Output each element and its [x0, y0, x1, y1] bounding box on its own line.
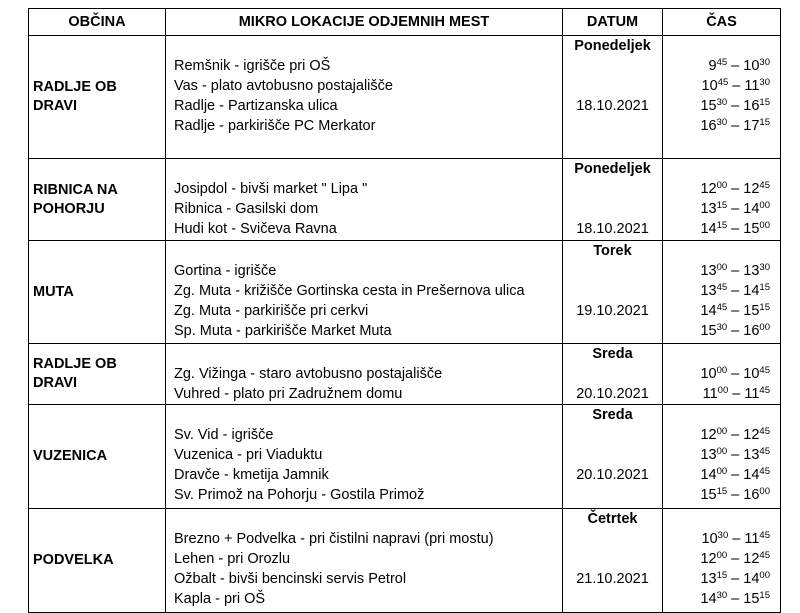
location-item: Radlje - parkirišče PC Merkator	[174, 118, 376, 134]
time-hour: 16	[743, 487, 760, 503]
date-cell	[563, 159, 663, 241]
time-minutes: 45	[717, 77, 729, 88]
time-range: $12^{00} - 12^{45}$	[700, 550, 770, 567]
time-hour: 16	[743, 323, 760, 339]
header-locations: MIKRO LOKACIJE ODJEMNIH MEST	[166, 9, 563, 36]
municipality-name-line: VUZENICA	[33, 448, 108, 464]
time-hour: 10	[743, 366, 760, 382]
spacer	[563, 281, 662, 301]
spacer	[663, 509, 770, 529]
time-minutes: 30	[716, 117, 728, 128]
time-hour: 10	[743, 58, 760, 74]
table-row	[29, 405, 781, 509]
time-minutes: 00	[716, 180, 728, 191]
spacer	[563, 364, 662, 384]
time-hour: 11	[702, 386, 718, 402]
time-minutes: 15	[759, 282, 770, 293]
weekday: Ponedeljek	[574, 161, 651, 177]
time-hour: 13	[700, 263, 717, 279]
time-minutes: 15	[759, 590, 770, 601]
location-item: Vuhred - plato pri Zadružnem domu	[174, 386, 403, 402]
weekday: Torek	[593, 243, 632, 259]
municipality-name-line: RADLJE OB	[33, 79, 117, 95]
time-hour: 14	[700, 591, 717, 607]
location-item: Sp. Muta - parkirišče Market Muta	[174, 323, 392, 339]
spacer	[563, 529, 662, 549]
time-hour: 17	[743, 118, 760, 134]
time-range: $15^{30} - 16^{00}$	[700, 322, 770, 339]
time-minutes: 30	[759, 262, 770, 273]
time-minutes: 00	[717, 385, 729, 396]
table-row	[29, 241, 781, 344]
time-minutes: 30	[759, 57, 770, 68]
time-range: $10^{45} - 11^{30}$	[701, 77, 770, 94]
time-minutes: 15	[716, 486, 728, 497]
spacer	[663, 405, 770, 425]
weekday: Sreda	[592, 407, 633, 423]
time-minutes: 30	[716, 97, 728, 108]
location-item: Ribnica - Gasilski dom	[174, 201, 319, 217]
spacer	[663, 159, 770, 179]
location-item: Zg. Muta - križišče Gortinska cesta in Prešernova ulica	[174, 283, 525, 299]
location-item: Kapla - pri OŠ	[174, 591, 266, 607]
date-value: 19.10.2021	[576, 303, 649, 319]
time-hour: 13	[700, 447, 717, 463]
time-cell	[663, 405, 781, 509]
time-hour: 11	[744, 386, 760, 402]
time-range: $13^{00} - 13^{30}$	[700, 262, 770, 279]
time-minutes: 45	[716, 57, 728, 68]
time-range: $12^{00} - 12^{45}$	[700, 180, 770, 197]
time-hour: 16	[700, 118, 717, 134]
weekday: Sreda	[592, 346, 633, 362]
time-minutes: 00	[716, 446, 728, 457]
table-row	[29, 159, 781, 241]
time-minutes: 30	[716, 590, 728, 601]
time-hour: 14	[700, 221, 717, 237]
time-hour: 13	[743, 263, 760, 279]
time-minutes: 00	[759, 322, 770, 333]
time-hour: 15	[743, 221, 760, 237]
time-minutes: 15	[716, 200, 728, 211]
time-range: $14^{45} - 15^{15}$	[700, 302, 770, 319]
time-minutes: 15	[759, 302, 770, 313]
header-date: DATUM	[563, 9, 663, 36]
location-item: Hudi kot - Svičeva Ravna	[174, 221, 337, 237]
time-hour: 14	[743, 283, 760, 299]
time-hour: 12	[743, 427, 760, 443]
spacer	[563, 56, 662, 76]
time-range: $11^{00} - 11^{45}$	[702, 385, 770, 402]
locations-cell	[166, 241, 563, 344]
municipality-cell	[29, 509, 166, 613]
municipality-cell	[29, 405, 166, 509]
time-minutes: 30	[759, 77, 770, 88]
location-item: Vas - plato avtobusno postajališče	[174, 78, 393, 94]
location-item: Radlje - Partizanska ulica	[174, 98, 338, 114]
time-minutes: 00	[716, 426, 728, 437]
time-minutes: 45	[759, 550, 770, 561]
table-row	[29, 36, 781, 159]
time-minutes: 00	[716, 466, 728, 477]
location-item: Sv. Primož na Pohorju - Gostila Primož	[174, 487, 425, 503]
date-value: 20.10.2021	[576, 467, 649, 483]
date-value: 21.10.2021	[576, 571, 649, 587]
time-minutes: 15	[759, 117, 770, 128]
time-range: $14^{15} - 15^{00}$	[700, 220, 770, 237]
location-item: Josipdol - bivši market " Lipa "	[174, 181, 368, 197]
time-range: $13^{15} - 14^{00}$	[700, 570, 770, 587]
time-hour: 15	[700, 323, 717, 339]
time-hour: 12	[700, 181, 717, 197]
time-minutes: 30	[716, 322, 728, 333]
spacer	[174, 344, 562, 364]
time-range: $15^{15} - 16^{00}$	[700, 486, 770, 503]
time-hour: 14	[743, 201, 760, 217]
header-time: ČAS	[663, 9, 781, 36]
time-hour: 9	[708, 58, 717, 74]
table-row	[29, 344, 781, 405]
spacer	[174, 241, 562, 261]
time-range: $10^{30} - 11^{45}$	[701, 530, 770, 547]
time-minutes: 30	[717, 530, 729, 541]
spacer	[563, 76, 662, 96]
location-item: Dravče - kmetija Jamnik	[174, 467, 329, 483]
header-municipality: OBČINA	[29, 9, 166, 36]
spacer	[174, 509, 562, 529]
municipality-cell	[29, 241, 166, 344]
time-minutes: 00	[716, 262, 728, 273]
location-item: Vuzenica - pri Viaduktu	[174, 447, 323, 463]
time-cell	[663, 159, 781, 241]
time-minutes: 45	[759, 530, 770, 541]
time-hour: 12	[743, 181, 760, 197]
schedule-table	[28, 8, 781, 613]
location-item: Zg. Vižinga - staro avtobusno postajališče	[174, 366, 443, 382]
date-cell	[563, 509, 663, 613]
spacer	[174, 36, 562, 56]
time-range: $14^{00} - 14^{45}$	[700, 466, 770, 483]
municipality-name-line: RIBNICA NA	[33, 181, 118, 198]
time-hour: 12	[700, 427, 717, 443]
time-cell	[663, 509, 781, 613]
time-range: $12^{00} - 12^{45}$	[700, 426, 770, 443]
municipality-name-line: POHORJU	[33, 200, 105, 217]
time-hour: 16	[743, 98, 760, 114]
time-range: $14^{30} - 15^{15}$	[700, 590, 770, 607]
location-item: Lehen - pri Orozlu	[174, 551, 291, 567]
time-hour: 10	[700, 366, 717, 382]
spacer	[663, 36, 770, 56]
locations-cell	[166, 159, 563, 241]
time-hour: 13	[700, 201, 717, 217]
time-minutes: 45	[759, 385, 770, 396]
spacer	[174, 405, 562, 425]
spacer	[563, 425, 662, 445]
time-minutes: 45	[759, 426, 770, 437]
location-item: Remšnik - igrišče pri OŠ	[174, 58, 331, 74]
municipality-name-line: DRAVI	[33, 98, 78, 114]
time-minutes: 45	[759, 180, 770, 191]
date-value: 20.10.2021	[576, 386, 649, 402]
municipality-cell	[29, 344, 166, 405]
spacer	[563, 445, 662, 465]
locations-cell	[166, 509, 563, 613]
time-hour: 14	[743, 571, 760, 587]
date-value: 18.10.2021	[576, 98, 649, 114]
time-minutes: 15	[716, 220, 728, 231]
spacer	[563, 549, 662, 569]
location-item: Brezno + Podvelka - pri čistilni napravi (pri mostu)	[174, 531, 494, 547]
table-row	[29, 509, 781, 613]
header-row	[29, 9, 781, 36]
time-minutes: 00	[759, 220, 770, 231]
municipality-name-line: PODVELKA	[33, 552, 114, 568]
time-cell	[663, 344, 781, 405]
time-minutes: 00	[759, 200, 770, 211]
date-cell	[563, 344, 663, 405]
time-hour: 14	[700, 467, 717, 483]
time-range: $13^{15} - 14^{00}$	[700, 200, 770, 217]
location-item: Sv. Vid - igrišče	[174, 427, 274, 443]
time-minutes: 45	[759, 365, 770, 376]
time-hour: 14	[743, 467, 760, 483]
time-hour: 13	[700, 571, 717, 587]
time-hour: 10	[701, 531, 718, 547]
locations-cell	[166, 405, 563, 509]
spacer	[563, 179, 662, 199]
time-cell	[663, 241, 781, 344]
time-minutes: 15	[759, 97, 770, 108]
time-hour: 14	[700, 303, 717, 319]
weekday: Četrtek	[587, 511, 638, 527]
spacer	[563, 199, 662, 219]
spacer	[663, 241, 770, 261]
time-hour: 11	[744, 531, 760, 547]
location-item: Zg. Muta - parkirišče pri cerkvi	[174, 303, 369, 319]
date-cell	[563, 405, 663, 509]
time-cell	[663, 36, 781, 159]
location-item: Gortina - igrišče	[174, 263, 277, 279]
time-hour: 15	[743, 303, 760, 319]
time-hour: 15	[700, 98, 717, 114]
municipality-name-line: MUTA	[33, 283, 74, 300]
time-minutes: 45	[759, 446, 770, 457]
time-minutes: 45	[716, 302, 728, 313]
time-minutes: 45	[716, 282, 728, 293]
location-item: Ožbalt - bivši bencinski servis Petrol	[174, 571, 407, 587]
locations-cell	[166, 344, 563, 405]
municipality-name-line: RADLJE OB	[33, 356, 117, 372]
time-minutes: 00	[759, 570, 770, 581]
weekday: Ponedeljek	[574, 38, 651, 54]
time-hour: 15	[700, 487, 717, 503]
date-cell	[563, 241, 663, 344]
locations-cell	[166, 36, 563, 159]
municipality-cell	[29, 159, 166, 241]
time-range: $13^{45} - 14^{15}$	[700, 282, 770, 299]
time-range: $9^{45} - 10^{30}$	[708, 57, 770, 74]
time-hour: 13	[743, 447, 760, 463]
time-range: $13^{00} - 13^{45}$	[700, 446, 770, 463]
time-minutes: 00	[716, 365, 728, 376]
spacer	[174, 159, 562, 179]
time-minutes: 45	[759, 466, 770, 477]
time-range: $16^{30} - 17^{15}$	[700, 117, 770, 134]
spacer	[663, 344, 770, 364]
time-hour: 13	[700, 283, 717, 299]
date-cell	[563, 36, 663, 159]
municipality-name-line: DRAVI	[33, 375, 78, 391]
time-minutes: 15	[716, 570, 728, 581]
municipality-cell	[29, 36, 166, 159]
time-hour: 15	[743, 591, 760, 607]
time-hour: 10	[701, 78, 718, 94]
time-hour: 12	[743, 551, 760, 567]
time-hour: 12	[700, 551, 717, 567]
time-minutes: 00	[759, 486, 770, 497]
time-range: $15^{30} - 16^{15}$	[700, 97, 770, 114]
spacer	[563, 261, 662, 281]
time-hour: 11	[744, 78, 760, 94]
time-minutes: 00	[716, 550, 728, 561]
time-range: $10^{00} - 10^{45}$	[700, 365, 770, 382]
date-value: 18.10.2021	[576, 221, 649, 237]
